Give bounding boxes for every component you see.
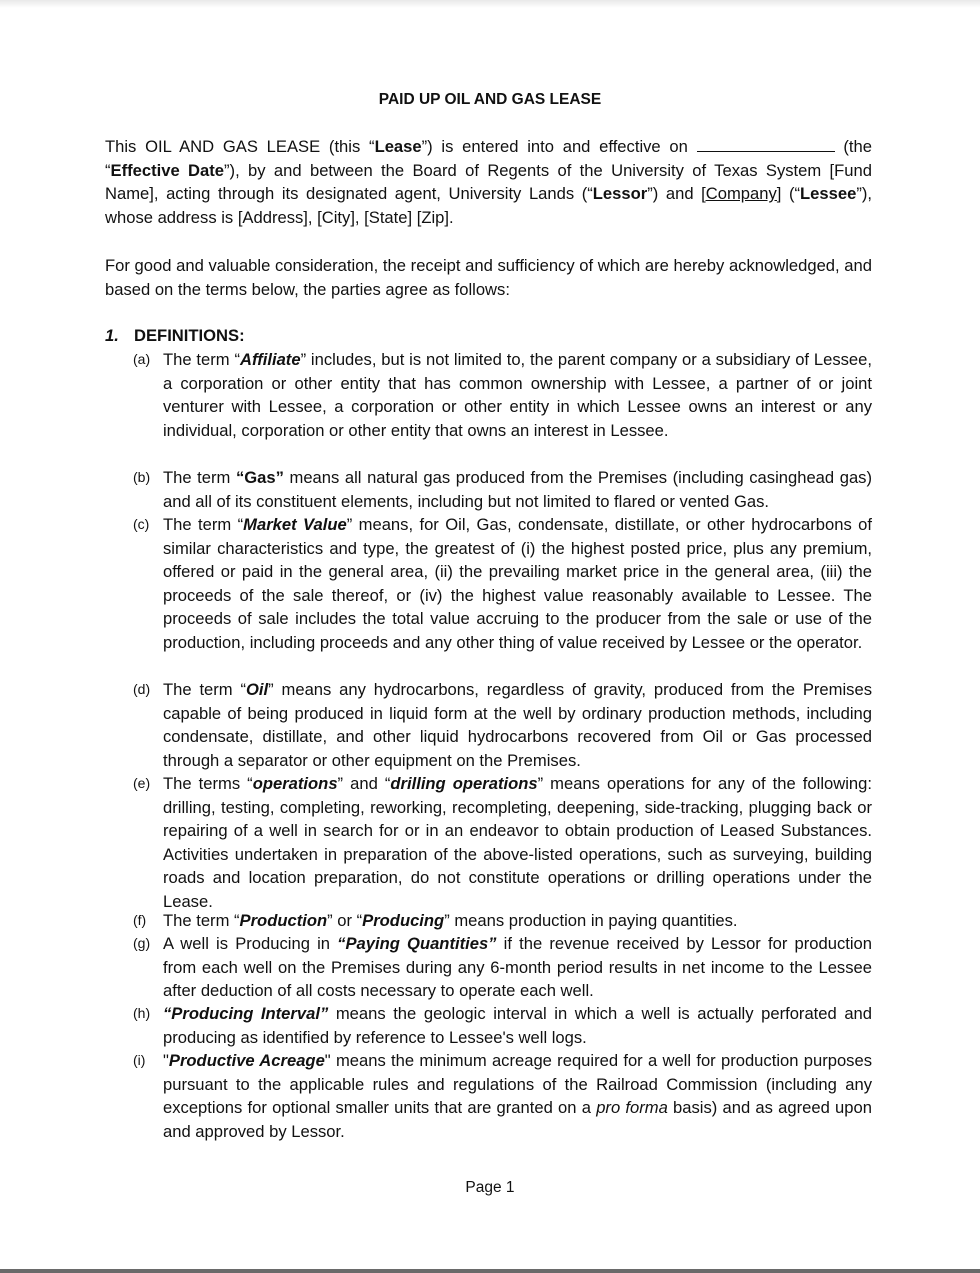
definition-letter: (d) [133, 681, 151, 697]
definition-letter: (b) [133, 469, 151, 485]
defined-term: “Gas” [235, 468, 284, 487]
defined-term: Oil [246, 680, 269, 699]
definition-letter: (h) [133, 1005, 151, 1021]
section-number: 1. [105, 326, 119, 345]
intro-paragraph: This OIL AND GAS LEASE (this “Lease”) is entered into and effective on (the “Effective Date”), by and between the Board of Regents of the University of Texas System [Fund Name], acting through its designated agent, University Lands (“Lessor”) and [Company] (“Lessee”), whose address is [Address], [City], [State] [Zip]. [105, 137, 872, 227]
page-number: Page 1 [465, 1179, 515, 1196]
defined-term: Affiliate [240, 350, 301, 369]
defined-term: Productive Acreage [168, 1051, 325, 1070]
definition-oil: (d) The term “Oil” means any hydrocarbons, regardless of gravity, produced from the Premises capable of being produced in liquid form at the well by ordinary production methods, including condensate, distillate, and other liquid hydrocarbons recovered from Oil or Gas processed through a separator or other equipment on the Premises. [133, 680, 872, 770]
definition-letter: (e) [133, 775, 151, 791]
defined-term: “Paying Quantities” [337, 934, 497, 953]
effective-date-term: Effective Date [110, 160, 225, 180]
defined-term: operations [252, 774, 338, 793]
company-placeholder: [Company] [701, 184, 782, 204]
defined-term: “Producing Interval” [163, 1004, 329, 1023]
definition-operations: (e) The terms “operations” and “drilling operations” means operations for any of the following: drilling, testing, completing, reworking, recompleting, deepening, side-tracking, plugging back or repairing of a well in search for or in an endeavor to obtain production of Leased Substances. Activities undertaken in preparation of the above-listed operations, such as surveying, building roads and location preparation, do not constitute operations or drilling operations under the Lease. [133, 774, 872, 911]
definition-letter: (f) [133, 912, 147, 928]
definition-letter: (g) [133, 935, 151, 951]
lessee-term: Lessee [800, 184, 857, 204]
pro-forma-phrase: pro forma [596, 1098, 668, 1118]
defined-term: Producing [362, 911, 445, 930]
definition-gas: (b) The term “Gas” means all natural gas produced from the Premises (including casinghead gas) and all of its constituent elements, including but not limited to flared or vented Gas. [133, 468, 872, 511]
defined-term: Market Value [243, 515, 347, 534]
definition-letter: (c) [133, 516, 150, 532]
consideration-paragraph: For good and valuable consideration, the receipt and sufficiency of which are hereby acknowledged, and based on the terms below, the parties agree as follows: [105, 256, 872, 299]
definition-letter: (i) [133, 1052, 146, 1068]
section-title: DEFINITIONS: [134, 326, 245, 345]
definition-productive-acreage: (i) "Productive Acreage" means the minimum acreage required for a well for production purposes pursuant to the applicable rules and regulations of the Railroad Commission (including any exceptions for optional smaller units that are granted on a pro forma basis) and as agreed upon and approved by Lessor. [133, 1051, 872, 1141]
defined-term: Production [239, 911, 328, 930]
page-top-shadow [0, 0, 980, 8]
lessor-term: Lessor [592, 184, 648, 204]
effective-date-blank [697, 137, 835, 152]
definition-letter: (a) [133, 351, 151, 367]
page-bottom-border [0, 1269, 980, 1273]
definition-producing-interval: (h) “Producing Interval” means the geologic interval in which a well is actually perforated and producing as identified by reference to Lessee's well logs. [133, 1004, 873, 1047]
lease-term: Lease [374, 137, 422, 156]
definition-paying-quantities: (g) A well is Producing in “Paying Quantities” if the revenue received by Lessor for production from each well on the Premises during any 6-month period results in net income to the Lessee after deduction of all costs necessary to operate each well. [133, 934, 873, 1001]
section-heading-definitions [105, 324, 245, 348]
definition-market-value: (c) The term “Market Value” means, for Oil, Gas, condensate, distillate, or other hydrocarbons of similar characteristics and type, the greatest of (i) the highest posted price, plus any premium, offered or paid in the general area, (ii) the prevailing market price in the general area, (iii) the proceeds of the sale thereof, or (iv) the highest value reasonably available to Lessee. The proceeds of sale includes the total value accruing to the producer from the sale or use of the production, including proceeds and any other thing of value received by Lessee or the operator. [133, 515, 872, 652]
document-title: PAID UP OIL AND GAS LEASE [378, 91, 602, 108]
definition-production: (f) The term “Production” or “Producing” means production in paying quantities. [133, 909, 872, 933]
defined-term: drilling operations [390, 774, 538, 793]
definition-affiliate: (a) The term “Affiliate” includes, but is not limited to, the parent company or a subsidiary of Lessee, a corporation or other entity that has common ownership with Lessee, a partner of or joint venturer with Lessee, a corporation or other entity in which Lessee owns an interest or any individual, corporation or other entity that owns an interest in Lessee. [133, 350, 872, 440]
